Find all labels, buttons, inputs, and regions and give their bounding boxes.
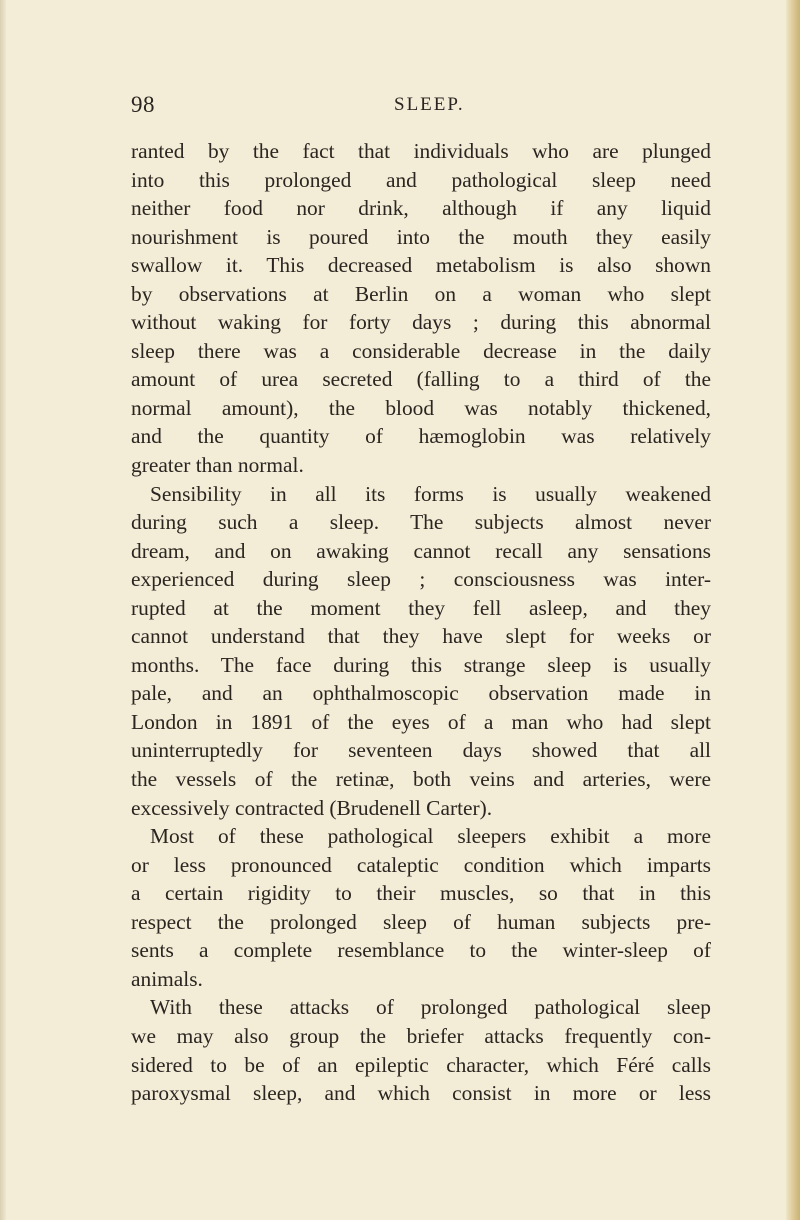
text-line: into this prolonged and pathological sleep need [131, 167, 711, 192]
text-line: animals. [131, 966, 203, 991]
page-left-edge [0, 0, 6, 1220]
page-right-edge [786, 0, 800, 1220]
text-line: the vessels of the retinæ, both veins and arteries, were [131, 767, 711, 792]
text-line: rupted at the moment they fell asleep, and they [131, 595, 711, 620]
text-line: during such a sleep. The subjects almost never [131, 510, 711, 535]
text-line: paroxysmal sleep, and which consist in more or less [131, 1081, 711, 1106]
text-line: ranted by the fact that individuals who are plunged [131, 139, 711, 163]
body-text [131, 137, 711, 1108]
text-line: respect the prolonged sleep of human subjects pre- [131, 909, 711, 934]
text-line: experienced during sleep ; consciousness was inter- [131, 567, 711, 592]
text-line: London in 1891 of the eyes of a man who had slept [131, 709, 711, 734]
text-line: With these attacks of prolonged pathological sleep [150, 995, 711, 1020]
text-line: normal amount), the blood was notably thickened, [131, 395, 711, 420]
text-line: amount of urea secreted (falling to a third of the [131, 367, 711, 392]
text-line: neither food nor drink, although if any liquid [131, 196, 711, 221]
text-line: cannot understand that they have slept for weeks or [131, 624, 711, 649]
text-line: swallow it. This decreased metabolism is also shown [131, 253, 711, 278]
text-line: dream, and on awaking cannot recall any sensations [131, 538, 711, 563]
text-line: pale, and an ophthalmoscopic observation made in [131, 681, 711, 706]
text-line: Most of these pathological sleepers exhibit a more [150, 824, 711, 849]
text-line: a certain rigidity to their muscles, so that in this [131, 881, 711, 906]
running-head: SLEEP. [394, 94, 465, 115]
text-line: or less pronounced cataleptic condition which imparts [131, 852, 711, 877]
text-line: sents a complete resemblance to the winter-sleep of [131, 938, 711, 963]
text-line: months. The face during this strange sleep is usually [131, 652, 711, 677]
text-line: sleep there was a considerable decrease in the daily [131, 338, 711, 363]
text-line: and the quantity of hæmoglobin was relatively [131, 424, 711, 449]
text-line: greater than normal. [131, 453, 304, 478]
text-line: excessively contracted (Brudenell Carter). [131, 795, 493, 820]
text-line: without waking for forty days ; during this abnormal [131, 310, 711, 335]
page-number: 98 [131, 92, 155, 117]
text-line: Sensibility in all its forms is usually weakened [150, 481, 711, 506]
text-line: uninterruptedly for seventeen days showed that all [131, 738, 711, 763]
page-header [131, 92, 711, 116]
text-line: we may also group the briefer attacks frequently con- [131, 1023, 711, 1048]
text-line: nourishment is poured into the mouth they easily [131, 224, 711, 249]
text-line: by observations at Berlin on a woman who slept [131, 281, 711, 306]
text-line: sidered to be of an epileptic character, which Féré calls [131, 1052, 711, 1077]
